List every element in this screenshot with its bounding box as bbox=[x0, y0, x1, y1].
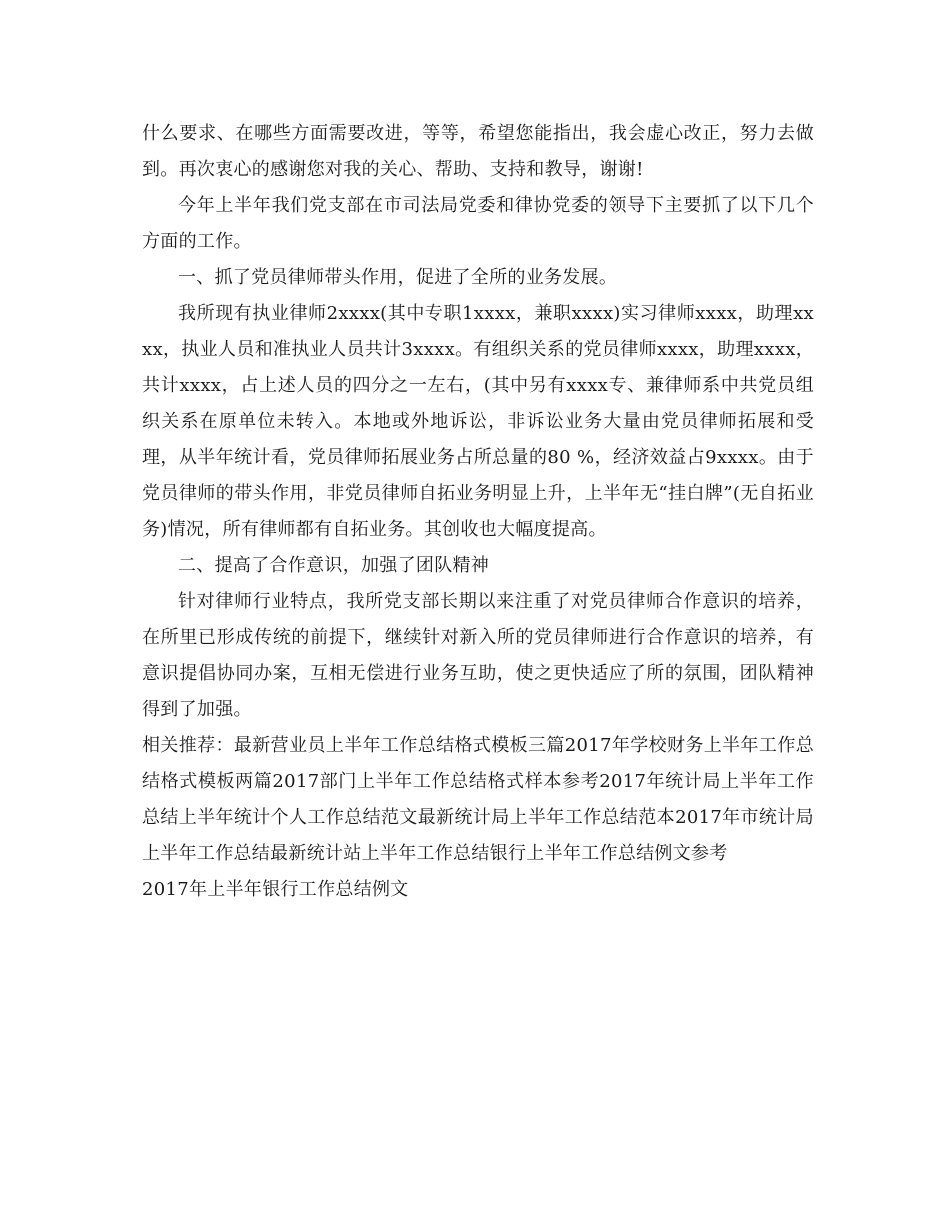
paragraph-closing: 什么要求、在哪些方面需要改进，等等，希望您能指出，我会虚心改正，努力去做到。再次衷心的感谢您对我的关心、帮助、支持和教导，谢谢! bbox=[142, 123, 814, 180]
paragraph-section-1: 我所现有执业律师2xxxx(其中专职1xxxx，兼职xxxx)实习律师xxxx，助理xxxx，执业人员和准执业人员共计3xxxx。有组织关系的党员律师xxxx，助理xxxx，共计xxxx，占上述人员的四分之一左右，(其中另有xxxx专、兼律师系中共党员组织关系在原单位未转入。本地或外地诉讼，非诉讼业务大量由党员律师拓展和受理，从半年统计看，党员律师拓展业务占所总量的80 %，经济效益占9xxxx。由于党员律师的带头作用，非党员律师自拓业务明显上升，上半年无“挂白牌”(无自拓业务)情况，所有律师都有自拓业务。其创收也大幅度提高。 bbox=[142, 303, 814, 540]
related-recommendations bbox=[142, 728, 814, 908]
related-label: 相关推荐： bbox=[142, 735, 234, 756]
section-heading-2: 二、提高了合作意识，加强了团队精神 bbox=[178, 555, 490, 576]
related-links-text: 最新营业员上半年工作总结格式模板三篇2017年学校财务上半年工作总结格式模板两篇2017部门上半年工作总结格式样本参考2017年统计局上半年工作总结上半年统计个人工作总结范文最新统计局上半年工作总结范本2017年市统计局上半年工作总结最新统计站上半年工作总结银行上半年工作总结例文参考 bbox=[142, 735, 814, 864]
paragraph-intro: 今年上半年我们党支部在市司法局党委和律协党委的领导下主要抓了以下几个方面的工作。 bbox=[142, 195, 814, 252]
document-page bbox=[142, 116, 814, 908]
section-heading-1: 一、抓了党员律师带头作用，促进了全所的业务发展。 bbox=[178, 267, 618, 288]
related-links-text-last: 2017年上半年银行工作总结例文 bbox=[142, 879, 409, 900]
paragraph-section-2: 针对律师行业特点，我所党支部长期以来注重了对党员律师合作意识的培养，在所里已形成传统的前提下，继续针对新入所的党员律师进行合作意识的培养，有意识提倡协同办案，互相无偿进行业务互助，使之更快适应了所的氛围，团队精神得到了加强。 bbox=[142, 591, 814, 720]
